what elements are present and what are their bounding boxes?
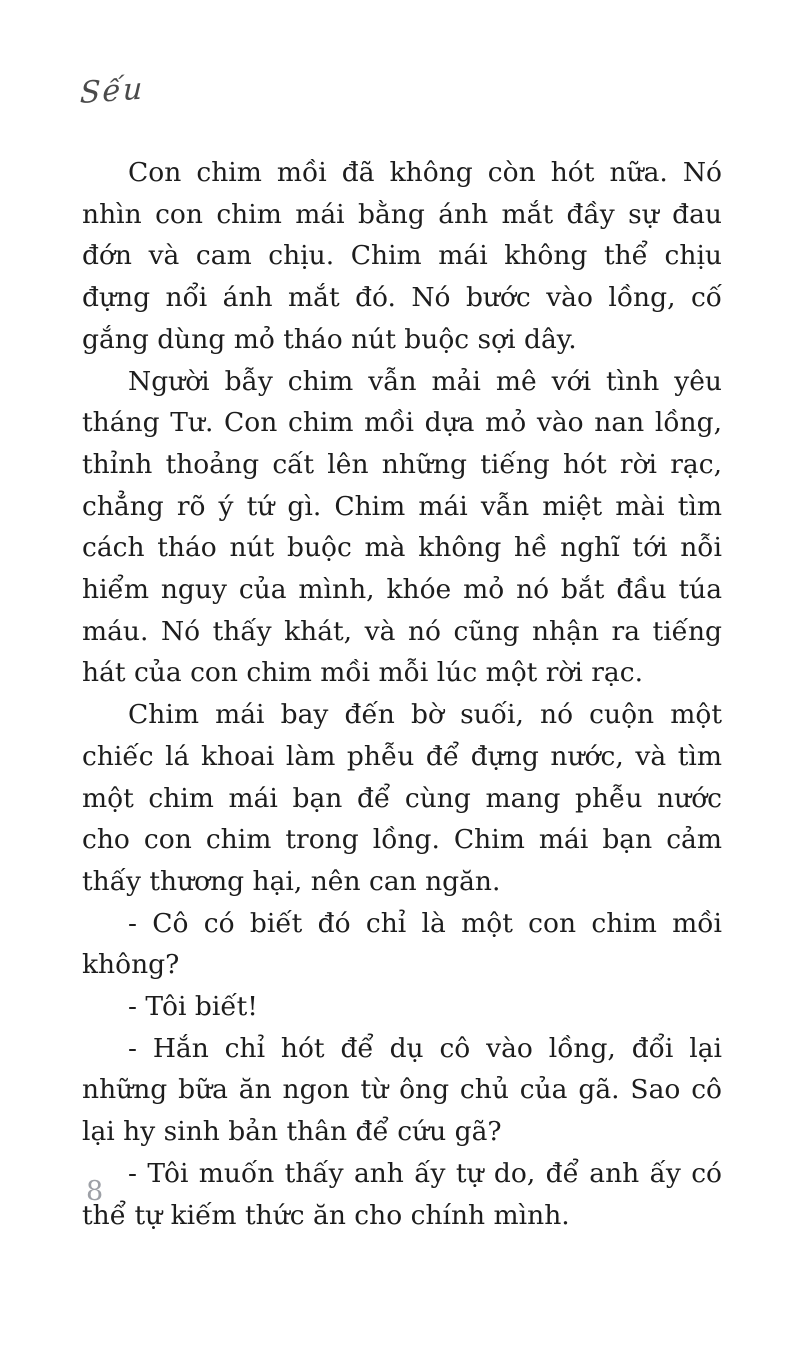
running-title: Sếu: [79, 71, 145, 112]
paragraph-dialogue-2: - Tôi biết!: [128, 991, 258, 1023]
paragraph-dialogue-3: - Hắn chỉ hót để dụ cô vào lồng, đổi lại những bữa ăn ngon từ ông chủ của gã. Sao cô lại hy sinh bản thân để cứu gã?: [82, 1032, 722, 1148]
body-text: [82, 152, 722, 1236]
page-number: 8: [86, 1176, 104, 1207]
paragraph-dialogue-1: - Cô có biết đó chỉ là một con chim mồi không?: [82, 907, 722, 981]
paragraph-dialogue-4: - Tôi muốn thấy anh ấy tự do, để anh ấy có thể tự kiếm thức ăn cho chính mình.: [82, 1157, 722, 1231]
paragraph-narrative-3: Chim mái bay đến bờ suối, nó cuộn một chiếc lá khoai làm phễu để đựng nước, và tìm một chim mái bạn để cùng mang phễu nước cho con chim trong lồng. Chim mái bạn cảm thấy thương hại, nên can ngăn.: [82, 699, 722, 897]
paragraph-narrative-1: Con chim mồi đã không còn hót nữa. Nó nhìn con chim mái bằng ánh mắt đầy sự đau đớn và cam chịu. Chim mái không thể chịu đựng nổi ánh mắt đó. Nó bước vào lồng, cố gắng dùng mỏ tháo nút buộc sợi dây.: [82, 157, 722, 355]
paragraph-narrative-2: Người bẫy chim vẫn mải mê với tình yêu tháng Tư. Con chim mồi dựa mỏ vào nan lồng, thỉnh thoảng cất lên những tiếng hót rời rạc, chẳng rõ ý tứ gì. Chim mái vẫn miệt mài tìm cách tháo nút buộc mà không hề nghĩ tới nỗi hiểm nguy của mình, khóe mỏ nó bắt đầu túa máu. Nó thấy khát, và nó cũng nhận ra tiếng hát của con chim mồi mỗi lúc một rời rạc.: [82, 365, 722, 689]
